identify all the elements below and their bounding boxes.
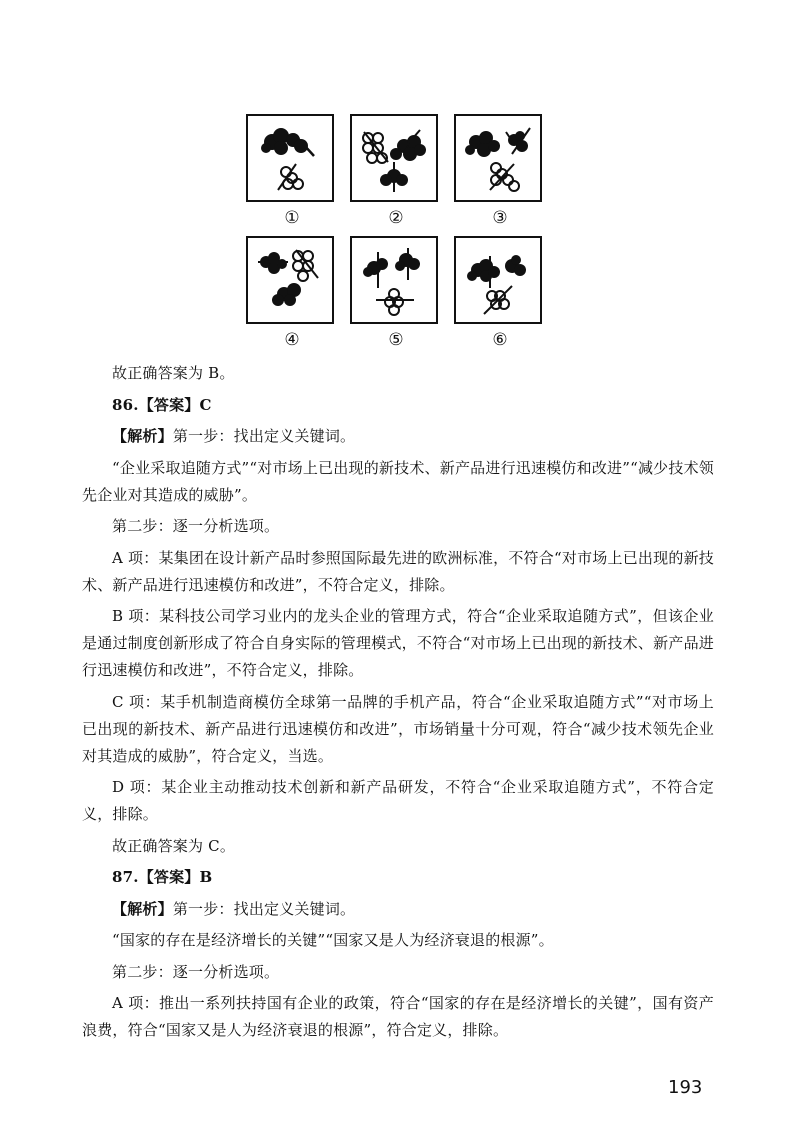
analysis-tag: 【解析】 <box>112 427 173 445</box>
figure-cell-6 <box>454 236 546 350</box>
paragraph-text: 故正确答案为 B。 <box>112 364 235 382</box>
q86-answer <box>82 392 714 419</box>
question-number: 86. <box>112 395 139 414</box>
paragraph-text: D 项：某企业主动推动技术创新和新产品研发，不符合“企业采取追随方式”，不符合定义，排除。 <box>82 778 714 823</box>
figure-box-6 <box>454 236 542 324</box>
q86-option-d <box>82 774 714 828</box>
q87-option-a <box>82 990 714 1044</box>
figure-label-6: ⑥ <box>492 330 508 350</box>
figure-cell-5 <box>350 236 442 350</box>
figure-2-graphic <box>352 116 436 200</box>
figure-label-1: ① <box>284 208 300 228</box>
paragraph-text: 故正确答案为 C。 <box>112 836 236 855</box>
figure-label-5: ⑤ <box>388 330 404 350</box>
body-text <box>82 360 714 1049</box>
q87-answer <box>82 864 714 891</box>
figure-row-1 <box>246 114 546 228</box>
q87-keywords <box>82 927 714 954</box>
paragraph-text: C 项：某手机制造商模仿全球第一品牌的手机产品，符合“企业采取追随方式”“对市场上已出现的新技术、新产品进行迅速模仿和改进”，市场销量十分可观，符合“减少技术领先企业对其造成的威胁”，符合定义，当选。 <box>82 692 714 765</box>
answer-tag: 【答案】 <box>138 395 200 414</box>
figure-3-graphic <box>456 116 540 200</box>
paragraph-text: 第一步：找出定义关键词。 <box>172 427 356 445</box>
q86-option-b <box>82 603 714 684</box>
q87-analysis-step1 <box>82 896 714 923</box>
q86-option-c <box>82 689 714 770</box>
conclusion-c <box>82 833 714 860</box>
figure-label-2: ② <box>388 208 404 228</box>
figure-cell-1 <box>246 114 338 228</box>
q87-step2 <box>82 959 714 986</box>
figure-row-2 <box>246 236 546 350</box>
page-number: 193 <box>668 1077 703 1098</box>
figure-label-4: ④ <box>284 330 300 350</box>
paragraph-text: A 项：推出一系列扶持国有企业的政策，符合“国家的存在是经济增长的关键”，国有资产浪费，符合“国家又是人为经济衰退的根源”，符合定义，排除。 <box>82 994 714 1039</box>
q86-analysis-step1 <box>82 423 714 450</box>
q86-option-a <box>82 545 714 599</box>
paragraph-text: 第二步：逐一分析选项。 <box>112 517 280 535</box>
figure-6-graphic <box>456 238 540 322</box>
figure-box-1 <box>246 114 334 202</box>
paragraph-text: 第一步：找出定义关键词。 <box>172 899 356 918</box>
figure-5-graphic <box>352 238 436 322</box>
figure-grid <box>246 114 556 350</box>
figure-box-4 <box>246 236 334 324</box>
paragraph-text: A 项：某集团在设计新产品时参照国际最先进的欧洲标准，不符合“对市场上已出现的新技术、新产品进行迅速模仿和改进”，不符合定义，排除。 <box>82 548 714 594</box>
conclusion-b <box>82 360 714 387</box>
figure-cell-4 <box>246 236 338 350</box>
question-number: 87. <box>112 868 139 886</box>
q86-step2 <box>82 513 714 540</box>
paragraph-text: B 项：某科技公司学习业内的龙头企业的管理方式，符合“企业采取追随方式”，但该企业是通过制度创新形成了符合自身实际的管理模式，不符合“对市场上已出现的新技术、新产品进行迅速模仿和改进”，不符合定义，排除。 <box>82 607 714 679</box>
figure-cell-2 <box>350 114 442 228</box>
figure-box-3 <box>454 114 542 202</box>
answer-tag: 【答案】 <box>138 868 200 886</box>
paragraph-text: “国家的存在是经济增长的关键”“国家又是人为经济衰退的根源”。 <box>112 931 554 949</box>
figure-cell-3 <box>454 114 546 228</box>
figure-label-3: ③ <box>492 208 508 228</box>
analysis-tag: 【解析】 <box>112 899 173 918</box>
answer-value: B <box>199 868 213 886</box>
figure-box-5 <box>350 236 438 324</box>
figure-1-graphic <box>248 116 332 200</box>
figure-4-graphic <box>248 238 332 322</box>
answer-value: C <box>199 395 212 414</box>
q86-keywords <box>82 455 714 509</box>
paragraph-text: “企业采取追随方式”“对市场上已出现的新技术、新产品进行迅速模仿和改进”“减少技术领先企业对其造成的威胁”。 <box>82 458 714 504</box>
paragraph-text: 第二步：逐一分析选项。 <box>112 962 280 981</box>
figure-box-2 <box>350 114 438 202</box>
